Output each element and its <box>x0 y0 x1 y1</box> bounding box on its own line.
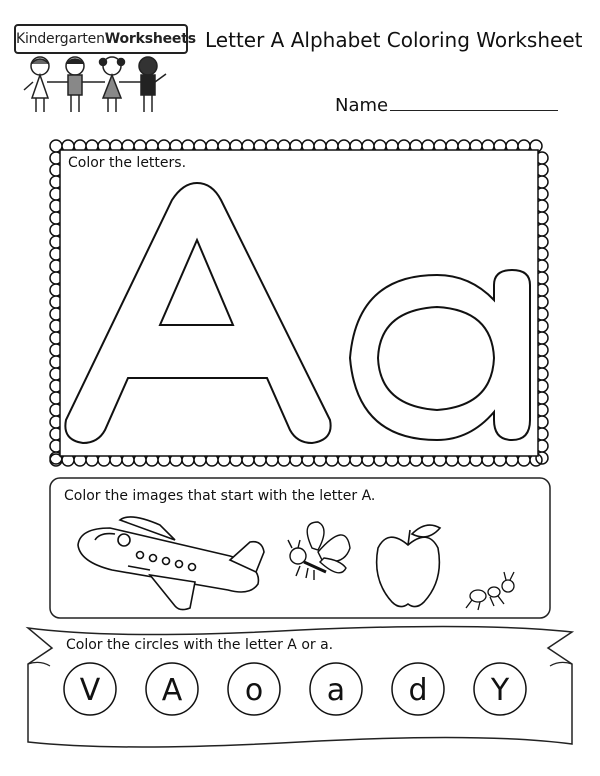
letter-circle[interactable] <box>392 663 444 715</box>
circle-letter: A <box>161 673 183 708</box>
logo-text: KindergartenWorksheets <box>14 24 188 54</box>
letter-circle[interactable] <box>310 663 362 715</box>
worksheet-title: Letter A Alphabet Coloring Worksheet <box>205 28 583 52</box>
circle-letter: V <box>79 673 101 708</box>
circle-letter: a <box>326 673 346 708</box>
circle-letter: d <box>408 673 428 708</box>
letter-circle[interactable] <box>64 663 116 715</box>
circle-letter: Y <box>490 673 510 708</box>
letter-circle[interactable] <box>146 663 198 715</box>
images-instruction: Color the images that start with the letter A. <box>64 488 376 504</box>
circle-letter: o <box>244 673 264 708</box>
letters-instruction: Color the letters. <box>68 155 187 171</box>
letter-circle[interactable] <box>474 663 526 715</box>
circles-instruction: Color the circles with the letter A or a. <box>66 637 334 653</box>
letter-circle[interactable] <box>228 663 280 715</box>
name-label: Name <box>335 95 389 116</box>
